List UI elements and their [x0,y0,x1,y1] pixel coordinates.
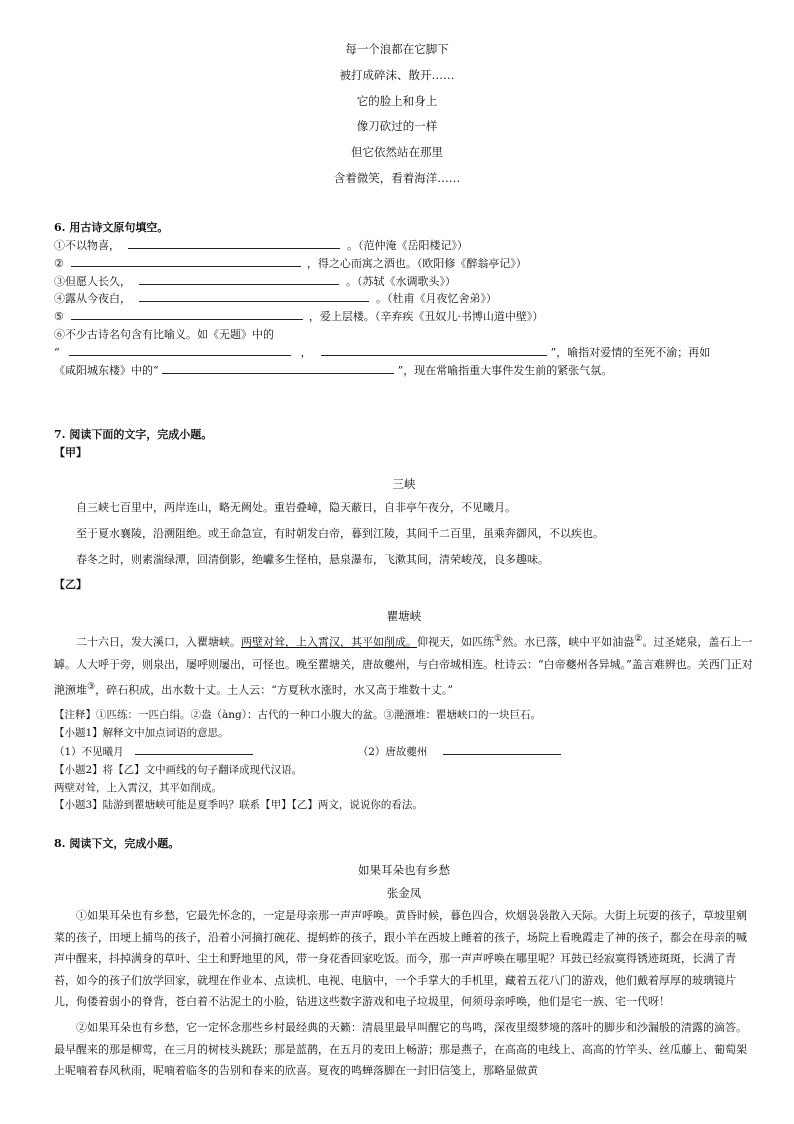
answer-blank-7-1b[interactable] [443,743,561,755]
comma: ， [300,345,312,359]
answer-blank-6c[interactable] [162,362,394,374]
question-6-title: 6. 用古诗文原句填空。 [54,221,169,234]
fill-item-prefix: ③但愿人长久， [54,274,131,288]
footnote-mark-1: ① [494,633,503,644]
answer-blank-6a[interactable] [69,344,291,356]
essay-paragraph: ①如果耳朵也有乡愁，它最先怀念的，一定是母亲那一声声呼唤。黄昏时候，暮色四合，炊烟袅袅散入天际。大街上玩耍的孩子，草坡里剜菜的孩子，田埂上捕鸟的孩子，沿着小河摘打碗花、提蚂蚱的孩子，跟小羊在西坡上睡着的孩子，场院上看晚霞走了神的孩子，都会在母亲的喊声中醒来，抖掉满身的草叶、尘土和野地里的风，带一身花香回家吃饭。而今，那一声声呼唤在哪里呢？耳鼓已经寂寞得锈迹斑斑，长满了青苔，如今的孩子们放学回家，就埋在作业本、点读机、电视、电脑中，一个手掌大的手机里，藏着五花八门的游戏，他们戴着厚厚的玻璃镜片儿，佝偻着弱小的脊背，苍白着不沾泥土的小脸，钻进这些数字游戏和电子垃圾里，何须母亲呼唤，他们是宅一族、宅一代呀！ [54,909,747,1009]
fill-item-suffix: 。（范仲淹《岳阳楼记》） [347,239,468,252]
subquestion-1-item-b: （2）唐故夔州 [357,745,428,758]
subquestion-2: 【小题2】将【乙】文中画线的句子翻译成现代汉语。 [54,763,303,776]
poem-line: 它的脸上和身上 [356,93,438,108]
fill-item-6-suffix: ”，现在常喻指重大事件发生前的紧张气氛。 [397,363,613,377]
passage-jia-paragraph: 至于夏水襄陵，沿溯阻绝。或王命急宣，有时朝发白帝，暮到江陵，其间千二百里，虽乘奔御风，不以疾也。 [76,527,604,540]
fill-item-1 [54,237,754,255]
question-7-title: 7. 阅读下面的文字，完成小题。 [54,428,213,441]
subquestion-1-items [54,743,754,762]
fill-item-6-line2 [54,344,754,362]
fill-item-6-line3 [54,362,754,380]
fill-item-6-prefix: 《咸阳城东楼》中的“ [54,363,159,377]
passage-yi-label: 【乙】 [54,578,87,591]
poem-line: 含着微笑，看着海洋…… [333,170,461,185]
poem-line: 被打成碎沫、散开…… [339,67,455,82]
fill-item-6-mid: ”，喻指对爱情的至死不渝；再如 [550,345,711,359]
subquestion-1-item-a: （1）不见曦月 [54,745,124,758]
passage-jia-paragraph: 春冬之时，则素湍绿潭，回清倒影，绝巘多生怪柏，悬泉瀑布，飞漱其间，清荣峻茂，良多趣味。 [76,553,549,566]
subquestion-2-sentence: 两壁对耸，上入霄汉，其平如削成。 [54,781,222,794]
question-8 [54,835,754,1082]
fill-item-3 [54,273,754,291]
fill-item-prefix: ② [54,256,64,270]
poem-line: 每一个浪都在它脚下 [345,42,449,56]
poem-excerpt [0,37,794,192]
passage-jia-title: 三峡 [392,477,416,491]
yi-text: 仰视天，如匹练 [417,635,494,649]
fill-item-suffix: ，得之心而寓之酒也。（欧阳修《醉翁亭记》） [306,256,527,270]
fill-item-6-intro: ⑥不少古诗名句含有比喻义。如《无题》中的 [54,327,274,341]
fill-item-suffix: 。（苏轼《水调歌头》） [346,274,456,288]
fill-item-prefix: ④露从今夜白， [54,292,131,306]
essay-author: 张金凤 [386,886,422,900]
open-quote: “ [54,345,60,359]
answer-blank-2[interactable] [71,255,301,267]
annotation-note: 【注释】①匹练：一匹白绢。②盎（àng）：古代的一种口小腹大的盆。③滟滪堆：瞿塘峡口的一块巨石。 [54,709,541,722]
question-8-title: 8. 阅读下文，完成小题。 [54,837,180,850]
yi-text: 。过圣姥泉，盖石上一罅。人大呼于旁，则泉出，屡呼则屡出，可怪也。晚至瞿塘关，唐故夔州，与白帝城相连。杜诗云：“白帝夔州各异城。”盖言难辨也。关西门正对滟滪堆 [54,635,753,697]
fill-item-5 [54,308,754,326]
yi-text: 然。水已落，峡中平如油盎 [502,635,635,649]
answer-blank-3[interactable] [139,273,339,285]
answer-blank-5[interactable] [71,308,303,320]
passage-yi-title: 瞿塘峡 [386,609,422,623]
fill-item-prefix: ①不以物喜， [54,239,120,252]
yi-text: 二十六日，发大溪口，入瞿塘峡。 [76,635,241,649]
question-6 [54,219,754,379]
answer-blank-6b[interactable] [321,344,547,356]
yi-text: ，碎石积成，出水数十丈。土人云：“方夏秋水涨时，水又高于堆数十丈。” [95,683,453,697]
poem-line: 但它依然站在那里 [351,145,443,160]
fill-item-suffix: ，爱上层楼。（辛弃疾《丑奴儿·书博山道中壁》） [308,310,544,324]
fill-item-4 [54,290,754,308]
fill-item-prefix: ⑤ [54,310,64,324]
answer-blank-1[interactable] [128,237,340,249]
passage-jia-paragraph: 自三峡七百里中，两岸连山，略无阙处。重岩叠嶂，隐天蔽日，自非亭午夜分，不见曦月。 [76,501,516,514]
footnote-mark-2: ② [634,633,643,644]
fill-item-2 [54,255,754,273]
answer-blank-7-1a[interactable] [135,743,253,755]
essay-title: 如果耳朵也有乡愁 [358,863,450,877]
answer-blank-4[interactable] [139,290,369,302]
poem-line: 像刀砍过的一样 [356,119,438,134]
footnote-mark-3: ③ [87,680,96,692]
essay-paragraph: ②如果耳朵也有乡愁，它一定怀念那些乡村最经典的天籁：清晨里最早叫醒它的鸟鸣，深夜里缀梦境的落叶的脚步和沙漏般的清露的滴答。最早醒来的那是柳莺，在三月的树枝头跳跃；那是蓝鹊，在五月的麦田上畅游；那是燕子，在高高的电线上、高高的竹竿头、丝瓜藤上、葡萄架上呢喃着春风秋雨，呢喃着临冬的告别和春来的欣喜。夏夜的鸣蝉落脚在一封旧信笺上，那略显做黄 [54,1020,747,1078]
subquestion-3: 【小题3】陆游到瞿塘峡可能是夏季吗？联系【甲】【乙】两文，说说你的看法。 [54,799,423,812]
subquestion-1: 【小题1】解释文中加点词语的意思。 [54,727,229,740]
fill-item-suffix: 。（杜甫《月夜忆舍弟》） [376,292,497,306]
question-7 [54,426,754,815]
passage-jia-label: 【甲】 [54,446,87,459]
underlined-sentence: 两壁对耸，上入霄汉，其平如削成。 [241,635,417,649]
passage-yi-paragraph [54,628,754,701]
